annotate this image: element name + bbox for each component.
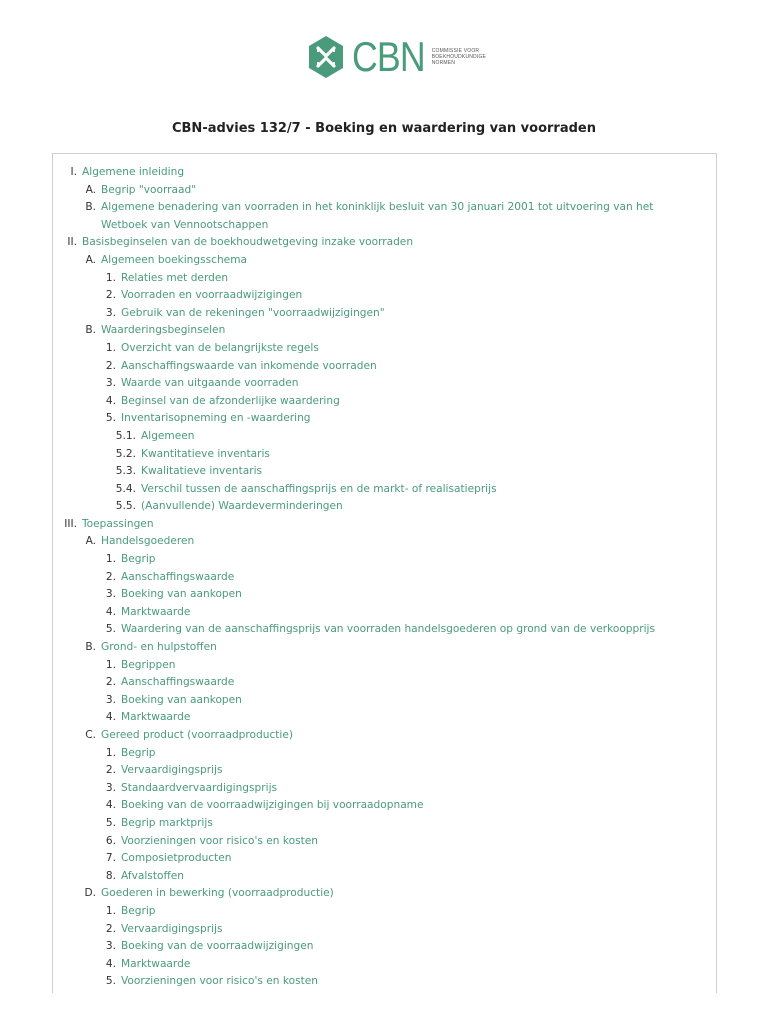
toc-link[interactable]: Begrippen [121,658,176,671]
toc-link[interactable]: Composietproducten [121,852,232,865]
toc-item-number: 1. [105,341,116,354]
toc-link[interactable]: Aanschaffingswaarde [121,570,235,583]
toc-list [53,164,716,991]
toc-link[interactable]: Goederen in bewerking (voorraadproductie) [101,887,334,900]
toc-link[interactable]: Boeking van aankopen [121,588,242,601]
toc-item [53,692,716,710]
toc-item [53,586,716,604]
toc-item [53,340,716,358]
toc-item [53,762,716,780]
toc-item [53,287,716,305]
toc-link[interactable]: Marktwaarde [121,957,191,970]
toc-link[interactable]: Begrip [121,904,156,917]
toc-item [53,903,716,921]
toc-link[interactable]: Waardering van de aanschaffingsprijs van voorraden handelsgoederen op grond van de verkoopprijs [121,623,656,636]
toc-item [53,410,716,428]
toc-item-number: 5. [105,975,116,988]
cbn-logo-icon [306,34,346,80]
toc-item-number: A. [85,183,96,196]
toc-item [53,358,716,376]
toc-link[interactable]: Basisbeginselen van de boekhoudwetgeving inzake voorraden [82,236,414,249]
toc-link[interactable]: Beginsel van de afzonderlijke waardering [121,394,340,407]
logo-wordmark: CBN [352,33,425,80]
toc-item [53,569,716,587]
toc-link[interactable]: Boeking van de voorraadwijzigingen [121,940,314,953]
toc-item-number: A. [85,535,96,548]
toc-item [53,727,716,745]
toc-link[interactable]: Algemene inleiding [82,166,185,178]
toc-item-number: 4. [105,394,116,407]
toc-link[interactable]: Voorzieningen voor risico's en kosten [121,834,319,847]
toc-item-number: 5.3. [115,465,136,478]
toc-item [53,850,716,868]
toc-item [53,322,716,340]
toc-item [53,956,716,974]
toc-link[interactable]: Inventarisopneming en -waardering [121,412,311,425]
toc-link[interactable]: Vervaardigingsprijs [121,764,223,777]
toc-item-number: 5.5. [115,500,136,513]
toc-item-number: 3. [105,940,116,953]
toc-item [53,885,716,903]
toc-item-number: 2. [105,570,116,583]
toc-item-number: 5.1. [115,429,136,442]
toc-item-number: 2. [105,764,116,777]
toc-item [53,657,716,675]
toc-link[interactable]: Marktwaarde [121,711,191,724]
toc-item-number: I. [70,166,77,178]
toc-link[interactable]: Voorzieningen voor risico's en kosten [121,975,319,988]
toc-item-number: II. [67,236,77,249]
toc-item-number: 3. [105,781,116,794]
toc-item [53,815,716,833]
toc-item [53,973,716,991]
table-of-contents [52,153,717,993]
toc-item-number: 6. [105,834,116,847]
toc-link[interactable]: Kwalitatieve inventaris [141,465,263,478]
toc-item-number: 1. [105,271,116,284]
toc-item [53,921,716,939]
toc-link[interactable]: Begrip marktprijs [121,816,213,829]
toc-item [53,234,716,252]
toc-item [53,833,716,851]
toc-item-number: 5. [105,623,116,636]
toc-link[interactable]: Algemeen boekingsschema [101,253,248,266]
toc-link[interactable]: Voorraden en voorraadwijzigingen [121,289,303,302]
toc-item [53,516,716,534]
toc-item [53,621,716,639]
toc-item [53,446,716,464]
toc-item-number: 4. [105,957,116,970]
toc-item [53,498,716,516]
toc-item [53,709,716,727]
toc-item [53,375,716,393]
toc-item [53,797,716,815]
toc-item-number: 4. [105,799,116,812]
toc-item-number: III. [64,517,77,530]
toc-link[interactable]: Gereed product (voorraadproductie) [101,729,294,741]
toc-item-number: B. [85,201,96,214]
toc-item [53,393,716,411]
toc-item-number: 5. [105,816,116,829]
toc-item-number: 3. [105,588,116,601]
toc-item [53,604,716,622]
toc-link[interactable]: Verschil tussen de aanschaffingsprijs en de markt- of realisatieprijs [141,482,497,495]
toc-item-number: B. [85,641,96,654]
toc-link[interactable]: Algemeen [141,429,195,442]
toc-item [53,551,716,569]
toc-item-number: 2. [105,359,116,372]
toc-item-number: 1. [105,746,116,759]
toc-link[interactable]: Waarde van uitgaande voorraden [121,377,299,390]
toc-link[interactable]: Aanschaffingswaarde van inkomende voorraden [121,359,377,372]
toc-link[interactable]: Kwantitatieve inventaris [141,447,270,460]
toc-link[interactable]: Gebruik van de rekeningen "voorraadwijzigingen" [121,306,385,319]
toc-link[interactable]: Toepassingen [82,517,154,530]
toc-item-number: 7. [105,852,116,865]
toc-item-number: 2. [105,289,116,302]
toc-item-number: A. [85,253,96,266]
toc-item [53,305,716,323]
toc-item-number: D. [84,887,96,900]
toc-item [53,639,716,657]
toc-item [53,463,716,481]
toc-link[interactable]: Begrip [121,746,156,759]
toc-item-number: 4. [105,711,116,724]
toc-link[interactable]: Boeking van aankopen [121,693,242,706]
toc-item [53,270,716,288]
toc-link[interactable]: Marktwaarde [121,605,191,618]
toc-item [53,182,716,200]
toc-item-number: 1. [105,658,116,671]
toc-item [53,674,716,692]
toc-item-number: 2. [105,676,116,689]
toc-item [53,745,716,763]
toc-item [53,868,716,886]
toc-item [53,938,716,956]
page-title: CBN-advies 132/7 - Boeking en waardering van voorraden [171,121,596,136]
toc-link[interactable]: Standaardvervaardigingsprijs [121,781,278,794]
toc-link[interactable]: Boeking van de voorraadwijzigingen bij voorraadopname [121,799,424,812]
toc-link[interactable]: Overzicht van de belangrijkste regels [121,341,319,354]
toc-link[interactable]: Handelsgoederen [101,535,195,548]
toc-item [53,428,716,446]
toc-item-number: 1. [105,553,116,566]
toc-link[interactable]: Algemene benadering van voorraden in het koninklijk besluit van 30 januari 2001 tot uitvoering van het Wetboek van Vennootschappen [101,201,654,231]
toc-link[interactable]: Afvalstoffen [121,869,184,882]
toc-link[interactable]: Aanschaffingswaarde [121,676,235,689]
toc-item-number: B. [85,324,96,337]
toc-item-number: 5. [105,412,116,425]
toc-link[interactable]: Grond- en hulpstoffen [101,641,217,654]
toc-link[interactable]: (Aanvullende) Waardeverminderingen [141,500,343,513]
toc-item-number: 3. [105,693,116,706]
toc-link[interactable]: Relaties met derden [121,271,229,284]
toc-item [53,252,716,270]
toc-item [53,199,716,234]
toc-item-number: 3. [105,306,116,319]
logo-subtitle: COMMISSIE VOOR BOEKHOUDKUNDIGE NORMEN [431,48,487,66]
toc-link[interactable]: Begrip "voorraad" [101,183,197,196]
toc-item-number: 4. [105,605,116,618]
cbn-logo [306,34,486,80]
toc-link[interactable]: Begrip [121,553,156,566]
toc-item-number: C. [85,729,96,741]
toc-item-number: 8. [105,869,116,882]
toc-link[interactable]: Waarderingsbeginselen [101,324,226,337]
toc-item [53,164,716,182]
toc-item [53,780,716,798]
toc-item-number: 1. [105,904,116,917]
toc-item [53,533,716,551]
toc-item [53,481,716,499]
toc-item-number: 5.4. [115,482,136,495]
toc-link[interactable]: Vervaardigingsprijs [121,922,223,935]
toc-item-number: 3. [105,377,116,390]
toc-item-number: 5.2. [115,447,136,460]
toc-item-number: 2. [105,922,116,935]
